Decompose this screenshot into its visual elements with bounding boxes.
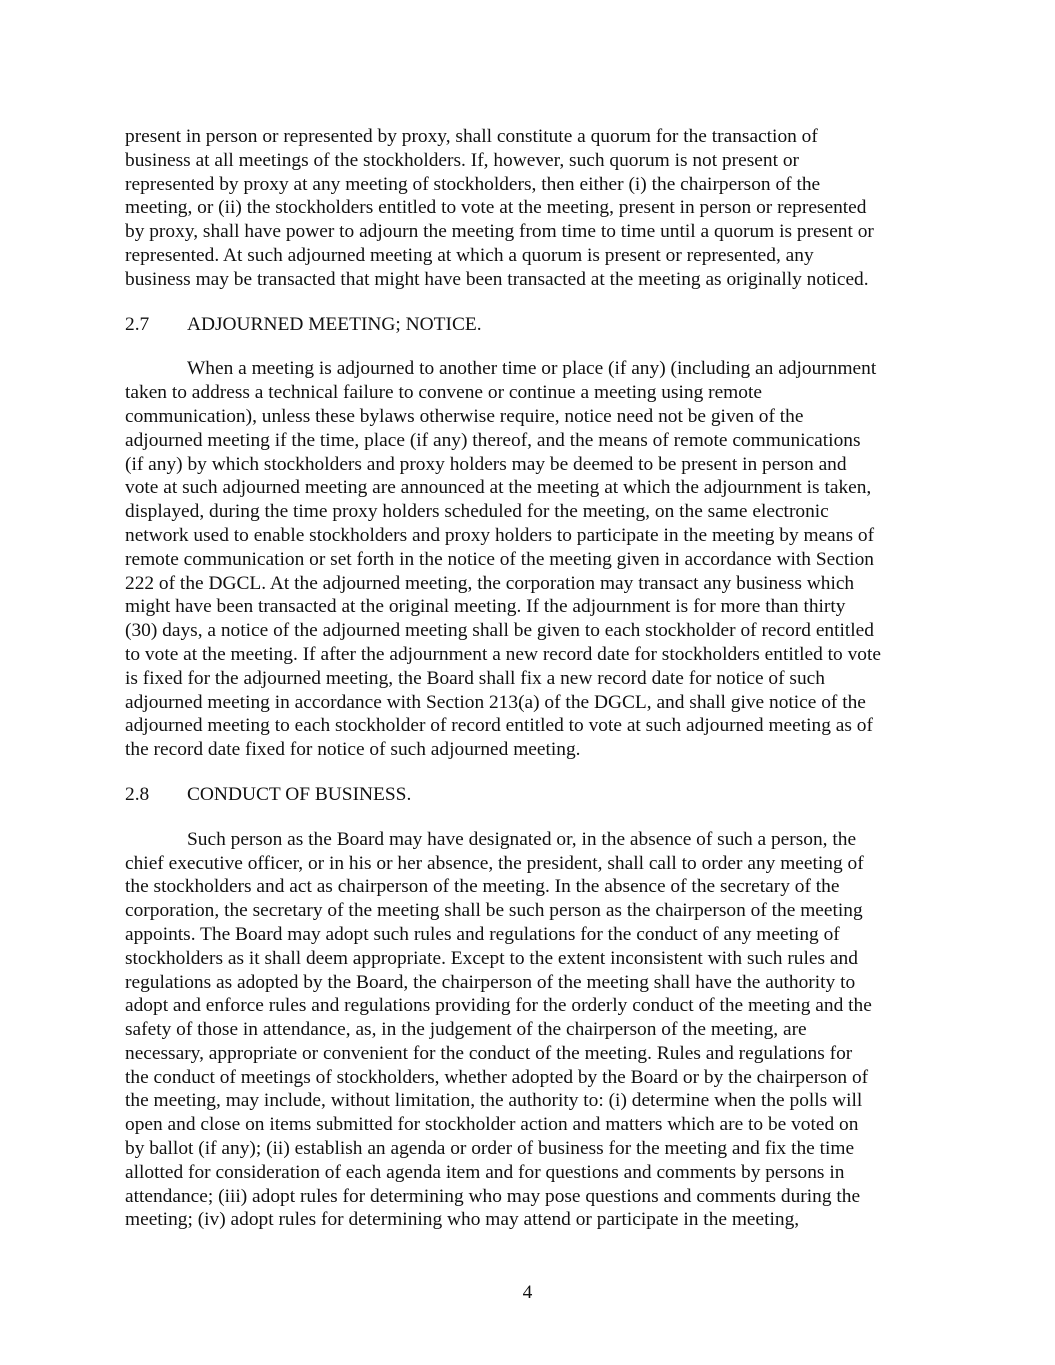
- text-line: represented. At such adjourned meeting at which a quorum is present or represented, any: [125, 244, 814, 266]
- text-line: allotted for consideration of each agenda item and for questions and comments by persons in: [125, 1161, 845, 1183]
- text-line: displayed, during the time proxy holders scheduled for the meeting, on the same electronic: [125, 501, 829, 523]
- text-line: is fixed for the adjourned meeting, the Board shall fix a new record date for notice of such: [125, 667, 825, 689]
- text-line: necessary, appropriate or convenient for the conduct of the meeting. Rules and regulations for: [125, 1042, 853, 1064]
- page-number: 4: [522, 1282, 533, 1303]
- text-line: (if any) by which stockholders and proxy holders may be deemed to be present in person and: [125, 453, 847, 475]
- text-line: adjourned meeting to each stockholder of record entitled to vote at such adjourned meeting as of: [125, 715, 873, 737]
- text-line: chief executive officer, or in his or her absence, the president, shall call to order any meeting of: [125, 852, 864, 874]
- text-line: appoints. The Board may adopt such rules and regulations for the conduct of any meeting of: [125, 923, 840, 945]
- text-line: communication), unless these bylaws otherwise require, notice need not be given of the: [125, 405, 804, 427]
- text-line: adjourned meeting in accordance with Section 213(a) of the DGCL, and shall give notice of the: [125, 691, 866, 713]
- text-line: remote communication or set forth in the notice of the meeting given in accordance with Section: [125, 548, 874, 570]
- text-line: regulations as adopted by the Board, the chairperson of the meeting shall have the authority to: [125, 971, 856, 993]
- text-line: the stockholders and act as chairperson of the meeting. In the absence of the secretary of the: [125, 876, 840, 898]
- text-line: present in person or represented by proxy, shall constitute a quorum for the transaction of: [125, 126, 818, 147]
- text-line: meeting, or (ii) the stockholders entitled to vote at the meeting, present in person or represented: [125, 197, 867, 219]
- section-number: 2.8: [125, 783, 150, 805]
- paragraph-adjourned-meeting: [125, 357, 940, 762]
- text-line: to vote at the meeting. If after the adjournment a new record date for stockholders entitled to vote: [125, 643, 881, 665]
- text-line: open and close on items submitted for stockholder action and matters which are to be voted on: [125, 1114, 859, 1136]
- text-line: safety of those in attendance, as, in the judgement of the chairperson of the meeting, are: [125, 1019, 807, 1041]
- section-heading-2-7: [125, 313, 940, 337]
- section-title: ADJOURNED MEETING; NOTICE.: [187, 313, 482, 335]
- text-line: corporation, the secretary of the meeting shall be such person as the chairperson of the meeting: [125, 900, 863, 922]
- text-line: network used to enable stockholders and proxy holders to participate in the meeting by means of: [125, 524, 875, 546]
- paragraph-conduct-of-business: [125, 828, 940, 1233]
- section-title: CONDUCT OF BUSINESS.: [187, 783, 412, 805]
- text-line: Such person as the Board may have designated or, in the absence of such a person, the: [187, 828, 857, 850]
- text-line: 222 of the DGCL. At the adjourned meeting, the corporation may transact any business which: [125, 572, 855, 594]
- text-line: taken to address a technical failure to convene or continue a meeting using remote: [125, 382, 762, 404]
- text-line: vote at such adjourned meeting are announced at the meeting at which the adjournment is taken,: [125, 477, 872, 499]
- text-line: attendance; (iii) adopt rules for determining who may pose questions and comments during the: [125, 1185, 861, 1207]
- text-line: the meeting, may include, without limitation, the authority to: (i) determine when the polls will: [125, 1090, 863, 1112]
- text-line: (30) days, a notice of the adjourned meeting shall be given to each stockholder of record entitled: [125, 620, 874, 642]
- text-line: adjourned meeting if the time, place (if any) thereof, and the means of remote communications: [125, 429, 861, 451]
- text-line: stockholders as it shall deem appropriate. Except to the extent inconsistent with such rules and: [125, 947, 858, 969]
- section-heading-2-8: [125, 783, 940, 807]
- text-line: the record date fixed for notice of such adjourned meeting.: [125, 739, 581, 761]
- text-line: business may be transacted that might have been transacted at the meeting as originally noticed.: [125, 268, 869, 290]
- text-line: the conduct of meetings of stockholders, whether adopted by the Board or by the chairperson of: [125, 1066, 869, 1088]
- section-number: 2.7: [125, 313, 150, 335]
- text-line: meeting; (iv) adopt rules for determining who may attend or participate in the meeting,: [125, 1209, 800, 1231]
- text-line: adopt and enforce rules and regulations providing for the orderly conduct of the meeting and the: [125, 995, 872, 1017]
- document-page: [125, 125, 940, 1232]
- text-line: represented by proxy at any meeting of stockholders, then either (i) the chairperson of the: [125, 173, 821, 195]
- text-line: by proxy, shall have power to adjourn the meeting from time to time until a quorum is present or: [125, 221, 874, 243]
- text-line: by ballot (if any); (ii) establish an agenda or order of business for the meeting and fix the time: [125, 1138, 855, 1160]
- text-line: When a meeting is adjourned to another time or place (if any) (including an adjournment: [187, 358, 877, 380]
- paragraph-quorum-continued: [125, 125, 940, 292]
- text-line: business at all meetings of the stockholders. If, however, such quorum is not present or: [125, 149, 799, 171]
- text-line: might have been transacted at the original meeting. If the adjournment is for more than thirty: [125, 596, 846, 618]
